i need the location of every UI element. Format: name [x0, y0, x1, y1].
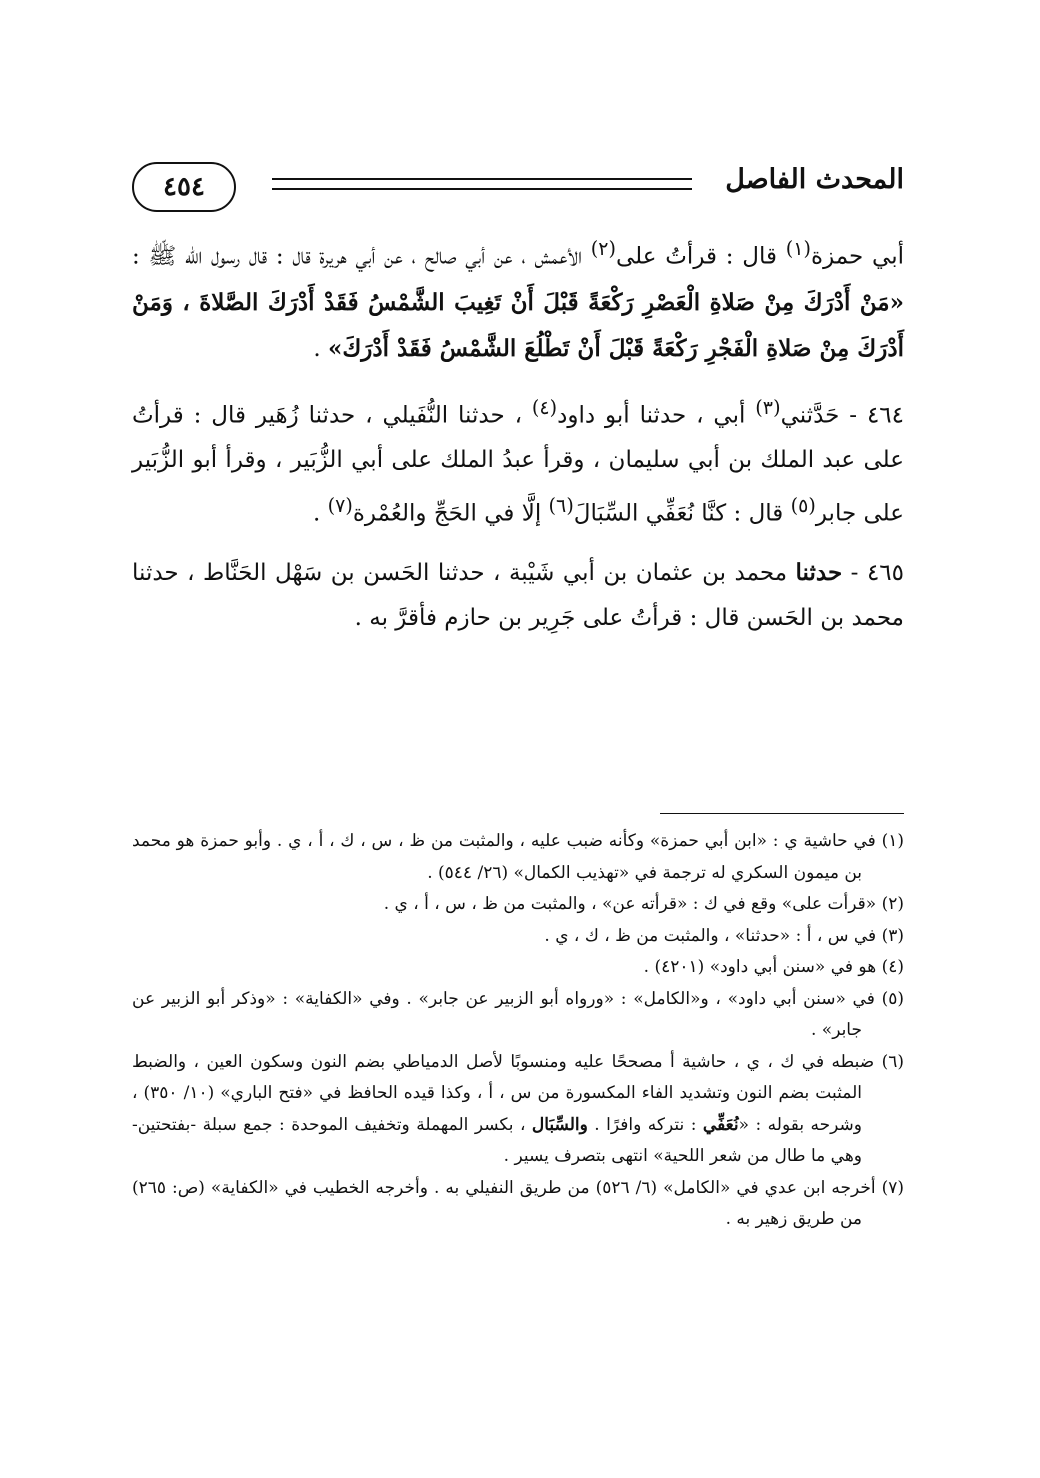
page-number: ٤٥٤ [132, 162, 236, 212]
header-rule-top [272, 178, 692, 180]
footnote-text: أخرجه ابن عدي في «الكامل» (٦/ ٥٢٦) من طريق النفيلي به . وأخرجه الخطيب في «الكفاية» (ص: ٢٦٥) من طريق زهير به . [132, 1177, 876, 1229]
text-segment: الأعمش ، عن أبي صالح ، عن أبي هريرة قال : قال رسول الله ﷺ : [132, 243, 591, 270]
text-segment: ، حدثنا النُّفَيلي ، حدثنا زُهَير قال : قرأتُ على عبد الملك بن أبي سليمان ، وقرأ عبدُ الملك على أبي الزُّبَير ، وقرأ أبو الزُّبَير على جابر [132, 402, 904, 527]
text-segment: قال : كنَّا نُعَفِّي السِّبَالَ [573, 500, 791, 527]
footnote-text: في «سنن أبي داود» ، و«الكامل» : «ورواه أبو الزبير عن جابر» . وفي «الكفاية» : «وذكر أبو الزبير عن جابر» . [132, 988, 875, 1040]
narration-lead: حدثنا [795, 558, 843, 586]
footnote-ref: (٦) [548, 494, 574, 518]
footnote-ref: (١) [785, 237, 812, 260]
footnote-5 [132, 984, 904, 1047]
header-rule-bottom [272, 188, 692, 190]
footnote-text: في س ، أ : «حدثنا» ، والمثبت من ظ ، ك ، ي . [544, 925, 877, 946]
text-segment: قال : قرأتُ على [616, 243, 786, 270]
footnote-3 [132, 921, 904, 953]
hadith-number: ٤٦٥ - [842, 559, 904, 586]
footnote-term: والسِّبَال [531, 1114, 588, 1135]
footnote-text: ، بكسر المهملة وتخفيف الموحدة : جمع سبلة -بفتحتين- وهي ما طال من شعر اللحية» انتهى بتصرف يسير . [132, 1114, 862, 1166]
footnote-text: «قرأت على» وقع في ك : «قرأته عن» ، والمثبت من ظ ، س ، أ ، ي . [383, 894, 877, 914]
hadith-quote: «مَنْ أَدْرَكَ مِنْ صَلاةِ الْعَصْرِ رَكْعَةً قَبْلَ أَنْ تَغِيبَ الشَّمْسُ فَقَدْ أَدْرَكَ الصَّلاةَ ، وَمَنْ أَدْرَكَ مِنْ صَلاةِ الْفَجْرِ رَكْعَةً قَبْلَ أَنْ تَطْلُعَ الشَّمْسُ فَقَدْ أَدْرَكَ» [132, 288, 904, 362]
paragraph-hadith-463-continuation [132, 226, 904, 372]
text-segment: . [313, 335, 328, 362]
paragraph-hadith-465 [132, 550, 904, 641]
footnote-text: : نتركه وافرًا . [587, 1114, 703, 1135]
footnote-ref: (٢) [590, 237, 617, 260]
page-header [132, 158, 904, 218]
footnotes [132, 826, 904, 1236]
footnote-number: (٥) [881, 988, 904, 1009]
footnote-2 [132, 889, 904, 921]
footnote-term: نُعَفِّي [702, 1114, 739, 1135]
footnote-text: في حاشية ي : «ابن أبي حمزة» وكأنه ضبب عليه ، والمثبت من ظ ، س ، ك ، أ ، ي . وأبو حمزة هو محمد بن ميمون السكري له ترجمة في «تهذيب الكمال» (٢٦/ ٥٤٤) . [132, 831, 876, 883]
narration-lead: حَدَّثني [780, 402, 840, 429]
footnote-number: (١) [881, 831, 905, 851]
footnote-separator [660, 813, 904, 814]
footnote-ref: (٧) [327, 494, 353, 518]
footnote-text: ضبطه في ك ، ي ، حاشية أ مصححًا عليه ومنسوبًا لأصل الدمياطي بضم النون وسكون العين ، والضبط المثبت بضم النون وتشديد الفاء المكسورة من س ، أ ، وكذا قيده الحافظ في «فتح الباري» (١٠/ ٣٥٠) ، وشرحه بقوله : « [132, 1051, 875, 1135]
footnote-number: (٣) [881, 925, 904, 946]
text-segment: أبي حمزة [811, 243, 904, 270]
footnote-text: هو في «سنن أبي داود» (٤٢٠١) . [643, 957, 877, 977]
footnote-1 [132, 826, 904, 889]
footnote-number: (٢) [881, 894, 904, 914]
paragraph-hadith-464 [132, 385, 904, 537]
book-title: المحدث الفاصل [725, 164, 904, 195]
footnote-ref: (٤) [531, 395, 558, 419]
footnote-6 [132, 1047, 904, 1173]
main-text [132, 226, 904, 654]
footnote-number: (٦) [881, 1051, 904, 1072]
footnote-7 [132, 1173, 904, 1236]
hadith-number: ٤٦٤ - [839, 402, 904, 429]
footnote-ref: (٥) [790, 494, 816, 518]
footnote-4 [132, 952, 904, 984]
footnote-ref: (٣) [755, 395, 781, 419]
text-segment: إلَّا في الحَجِّ والعُمْرة [352, 500, 549, 527]
text-segment: أبي ، حدثنا أبو داود [557, 402, 756, 429]
text-segment: . [312, 500, 328, 527]
footnote-number: (٤) [881, 957, 904, 977]
text-segment: محمد بن عثمان بن أبي شَيْبة ، حدثنا الحَسن بن سَهْل الحَنَّاط ، حدثنا محمد بن الحَسن قال : قرأتُ على جَرِير بن حازم فأقرَّ به . [132, 559, 904, 631]
footnote-number: (٧) [881, 1177, 904, 1198]
